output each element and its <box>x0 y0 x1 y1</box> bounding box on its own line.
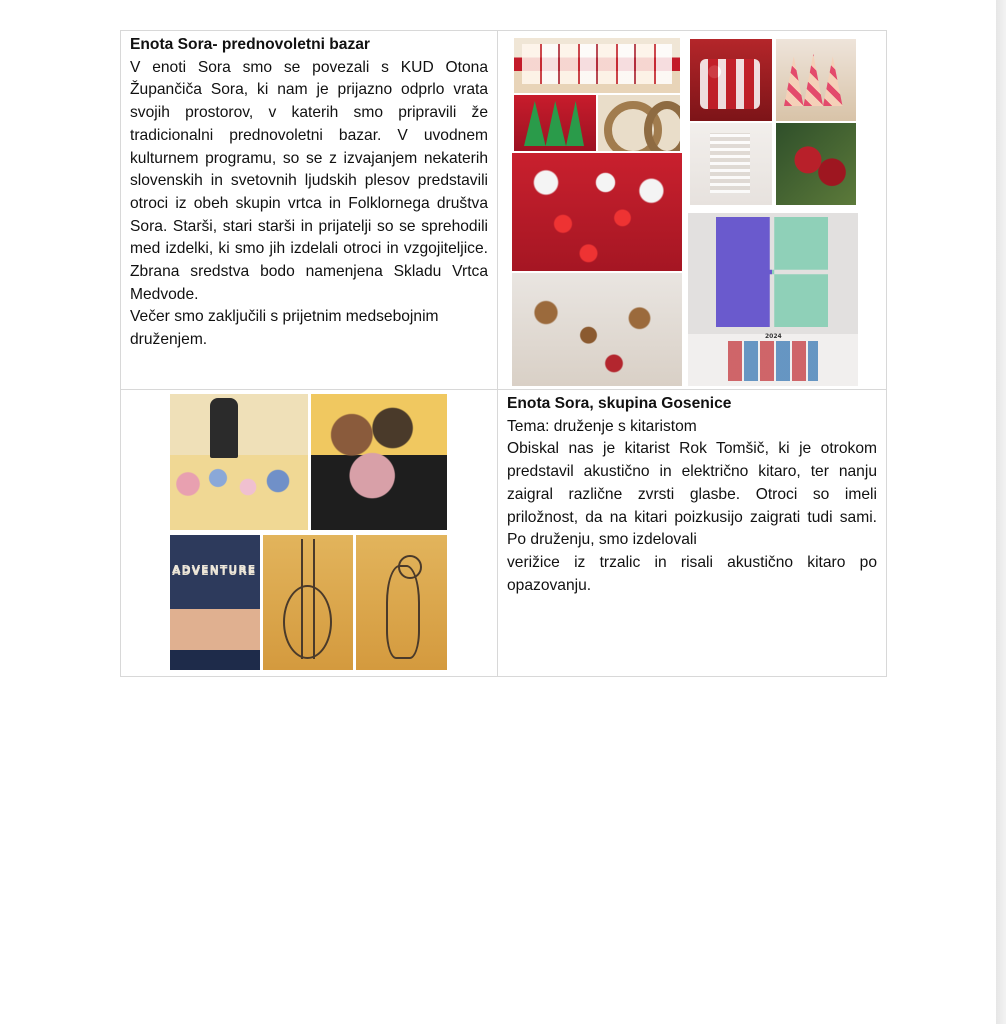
photo-poinsettias <box>776 123 856 205</box>
table-row <box>121 390 887 677</box>
photo-kids-guitar <box>311 394 447 530</box>
guitar-text-cell <box>498 390 887 677</box>
guitar-paragraph-2: verižice iz trzalic in risali akustično kitaro po opazovanju. <box>507 553 877 594</box>
table-row <box>121 31 887 390</box>
bazar-heading: Enota Sora- prednovoletni bazar <box>130 36 371 53</box>
guitar-photo-cell <box>121 390 498 677</box>
bazar-photo-cell <box>498 31 887 390</box>
bazar-collage <box>498 31 886 389</box>
photo-guitar-drawing-2 <box>356 535 447 670</box>
photo-felt-trees <box>514 95 596 151</box>
photo-lace-ornaments <box>690 123 772 205</box>
photo-art-calendar <box>688 213 858 386</box>
photo-guitarist-class <box>170 394 308 530</box>
guitar-paragraph: Obiskal nas je kitarist Rok Tomšič, ki je otrokom predstavil akustično in električno kitaro, ter nanju zaigral različne zvrsti glasbe. Otroci so imeli priložnost, da na kitari poizkusijo zaigrati tudi sami. Po druženju, smo izdelovali <box>507 440 877 549</box>
photo-snowmen <box>512 153 682 271</box>
page-edge <box>996 0 1006 1024</box>
bazar-paragraph: V enoti Sora smo se povezali s KUD Otona Župančiča Sora, ki nam je prijazno odprlo vrata svojih prostorov, v katerih smo pripravili že tradicionalni prednovoletni bazar. V uvodnem kulturnem programu, so se z izvajanjem nekaterih slovenskih in svetovnih ljudskih plesov predstavili otroci iz obeh skupin vrtca in Folklornega društva Sora. Starši, stari starši in prijatelji so se sprehodili med izdelki, ki smo jih izdelali otroci in vzgojiteljice. Zbrana sredstva bodo namenjena Skladu Vrtca Medvode. <box>130 58 488 303</box>
content-table <box>120 30 887 677</box>
calendar-year: 2024 <box>765 333 782 340</box>
bazar-closing-paragraph: Večer smo zaključili s prijetnim medsebojnim druženjem. <box>130 308 439 349</box>
guitar-collage <box>121 390 497 676</box>
photo-guitar-drawing-1 <box>263 535 353 670</box>
gosenice-heading: Enota Sora, skupina Gosenice <box>507 395 732 412</box>
photo-wreaths <box>598 95 680 151</box>
photo-pick-necklace <box>170 535 260 670</box>
photo-reindeer-ornaments <box>512 273 682 386</box>
photo-cone-trees <box>776 39 856 121</box>
shirt-text: ADVENTURE ADVENTURE <box>172 563 257 576</box>
photo-gnomes <box>690 39 772 121</box>
bazar-text-cell <box>121 31 498 390</box>
photo-christmas-cards <box>514 38 680 93</box>
theme-line: Tema: druženje s kitaristom <box>507 417 697 435</box>
